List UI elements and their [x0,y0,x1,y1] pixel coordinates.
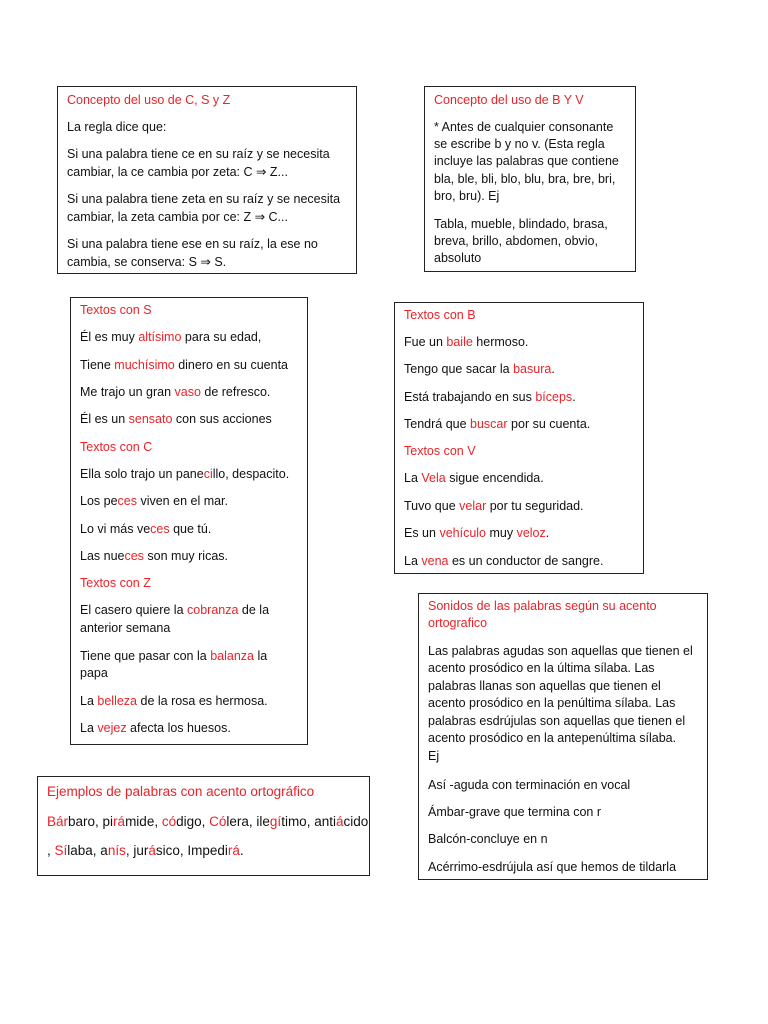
highlight-word: muchísimo [114,358,175,372]
highlight-word: vena [421,554,449,568]
accent-syllable: Sí [54,843,68,858]
highlight-word: belleza [97,694,138,708]
highlight-word: Vela [421,471,446,485]
highlight-word: veloz [516,526,546,540]
example-sentence: Lo vi más veces que tú. [80,522,212,536]
highlight-word: bíceps [535,390,573,404]
accent-syllable: gí [269,814,282,829]
highlight-word: ces [150,522,170,536]
body-line: palabras llanas son aquellas que tienen el [428,679,661,693]
body-line: acento prosódico en la última sílaba. Las [428,661,655,675]
accent-syllable: rá [227,843,240,858]
accent-examples-title: Ejemplos de palabras con acento ortográfico [47,784,315,799]
texts-b-title: Textos con B [404,308,476,322]
accent-examples-box [37,776,370,876]
word-fragment: . [239,843,244,858]
rule-line: Si una palabra tiene ce en su raíz y se necesita [67,147,330,161]
highlight-word: ces [124,549,144,563]
example-sentence-cont: papa [80,666,108,680]
rule-line: incluye las palabras que contiene [434,154,619,168]
accent-syllable: Có [209,814,227,829]
word-fragment: timo, anti [281,814,336,829]
highlight-word: cobranza [187,603,239,617]
body-line: palabras esdrújulas son aquellas que tienen el [428,714,686,728]
body-line: Ej [428,749,440,763]
accent-syllable: rá [113,814,126,829]
rule-line: Si una palabra tiene ese en su raíz, la ese no [67,237,318,251]
example-sentence: Fue un baile hermoso. [404,335,529,349]
rule-line: se escribe b y no v. (Esta regla [434,137,605,151]
example-sentence: Me trajo un gran vaso de refresco. [80,385,271,399]
accent-word-line [47,843,244,858]
example-sentence: Tiene muchísimo dinero en su cuenta [80,358,288,372]
accent-example: Balcón-concluye en n [428,832,548,846]
example-line: Tabla, mueble, blindado, brasa, [434,217,608,231]
highlight-word: ci [203,467,213,481]
word-fragment: cido [343,814,369,829]
highlight-word: velar [459,499,487,513]
accent-example: Acérrimo-esdrújula así que hemos de tildarla [428,860,677,874]
word-fragment: laba, a [67,843,108,858]
example-line: absoluto [434,251,482,265]
concept-bv-title: Concepto del uso de B Y V [434,93,584,107]
concept-csz-box [57,86,357,274]
example-sentence: Tiene que pasar con la balanza la [80,649,268,663]
example-sentence: Él es muy altísimo para su edad, [80,330,262,344]
body-line: Las palabras agudas son aquellas que tienen el [428,644,693,658]
texts-s-title: Textos con S [80,303,152,317]
accent-sounds-title: Sonidos de las palabras según su acento [428,599,657,613]
body-line: acento prosódico en la penúltima sílaba. Las [428,696,676,710]
rule-line: bla, ble, bli, blo, blu, bra, bre, bri, [434,172,616,186]
highlight-word: baile [446,335,473,349]
rule-line: cambiar, la zeta cambia por ce: Z ⇒ C... [67,210,288,224]
example-sentence: Está trabajando en sus bíceps. [404,390,576,404]
example-sentence: Ella solo trajo un panecillo, despacito. [80,467,290,481]
accent-syllable: nís [107,843,126,858]
rule-line: cambiar, la ce cambia por zeta: C ⇒ Z... [67,165,288,179]
accent-example: Así -aguda con terminación en vocal [428,778,631,792]
word-fragment: , [47,843,55,858]
concept-csz-intro: La regla dice que: [67,120,167,134]
body-line: acento prosódico en la antepenúltima sílaba. [428,731,677,745]
rule-line: Si una palabra tiene zeta en su raíz y se necesita [67,192,341,206]
example-line: breva, brillo, abdomen, obvio, [434,234,598,248]
concept-csz-title: Concepto del uso de C, S y Z [67,93,231,107]
texts-scz-box [70,297,308,745]
word-fragment: , jur [125,843,149,858]
highlight-word: altísimo [138,330,182,344]
example-sentence: La vena es un conductor de sangre. [404,554,604,568]
accent-example: Ámbar-grave que termina con r [428,805,601,819]
texts-z-title: Textos con Z [80,576,151,590]
example-sentence-cont: anterior semana [80,621,171,635]
accent-syllable: Bár [47,814,69,829]
word-fragment: baro, pi [68,814,114,829]
word-fragment: sico, Impedi [155,843,228,858]
highlight-word: basura [513,362,552,376]
accent-sounds-title-cont: ortografico [428,616,488,630]
accent-syllable: có [161,814,177,829]
word-fragment: lera, ile [226,814,270,829]
rule-line: bro, bru). Ej [434,189,500,203]
word-fragment: mide, [125,814,162,829]
example-sentence: Tuvo que velar por tu seguridad. [404,499,584,513]
highlight-word: sensato [128,412,173,426]
accent-syllable: á [335,814,344,829]
rule-line: cambia, se conserva: S ⇒ S. [67,255,227,269]
accent-syllable: á [148,843,156,858]
highlight-word: vaso [174,385,201,399]
example-sentence: Las nueces son muy ricas. [80,549,228,563]
word-fragment: digo, [176,814,210,829]
highlight-word: balanza [210,649,254,663]
highlight-word: buscar [470,417,508,431]
example-sentence: Es un vehículo muy veloz. [404,526,550,540]
example-sentence: Él es un sensato con sus acciones [80,412,272,426]
example-sentence: La vejez afecta los huesos. [80,721,231,735]
highlight-word: vejez [97,721,127,735]
texts-v-title: Textos con V [404,444,476,458]
concept-bv-box [424,86,636,272]
texts-bv-box [394,302,644,574]
highlight-word: vehículo [439,526,486,540]
rule-line: * Antes de cualquier consonante [434,120,614,134]
example-sentence: La belleza de la rosa es hermosa. [80,694,268,708]
texts-c-title: Textos con C [80,440,153,454]
example-sentence: El casero quiere la cobranza de la [80,603,270,617]
example-sentence: Tengo que sacar la basura. [404,362,555,376]
example-sentence: La Vela sigue encendida. [404,471,544,485]
example-sentence: Tendrá que buscar por su cuenta. [404,417,591,431]
highlight-word: ces [117,494,137,508]
accent-sounds-box [418,593,708,880]
example-sentence: Los peces viven en el mar. [80,494,228,508]
accent-word-line [47,814,368,829]
